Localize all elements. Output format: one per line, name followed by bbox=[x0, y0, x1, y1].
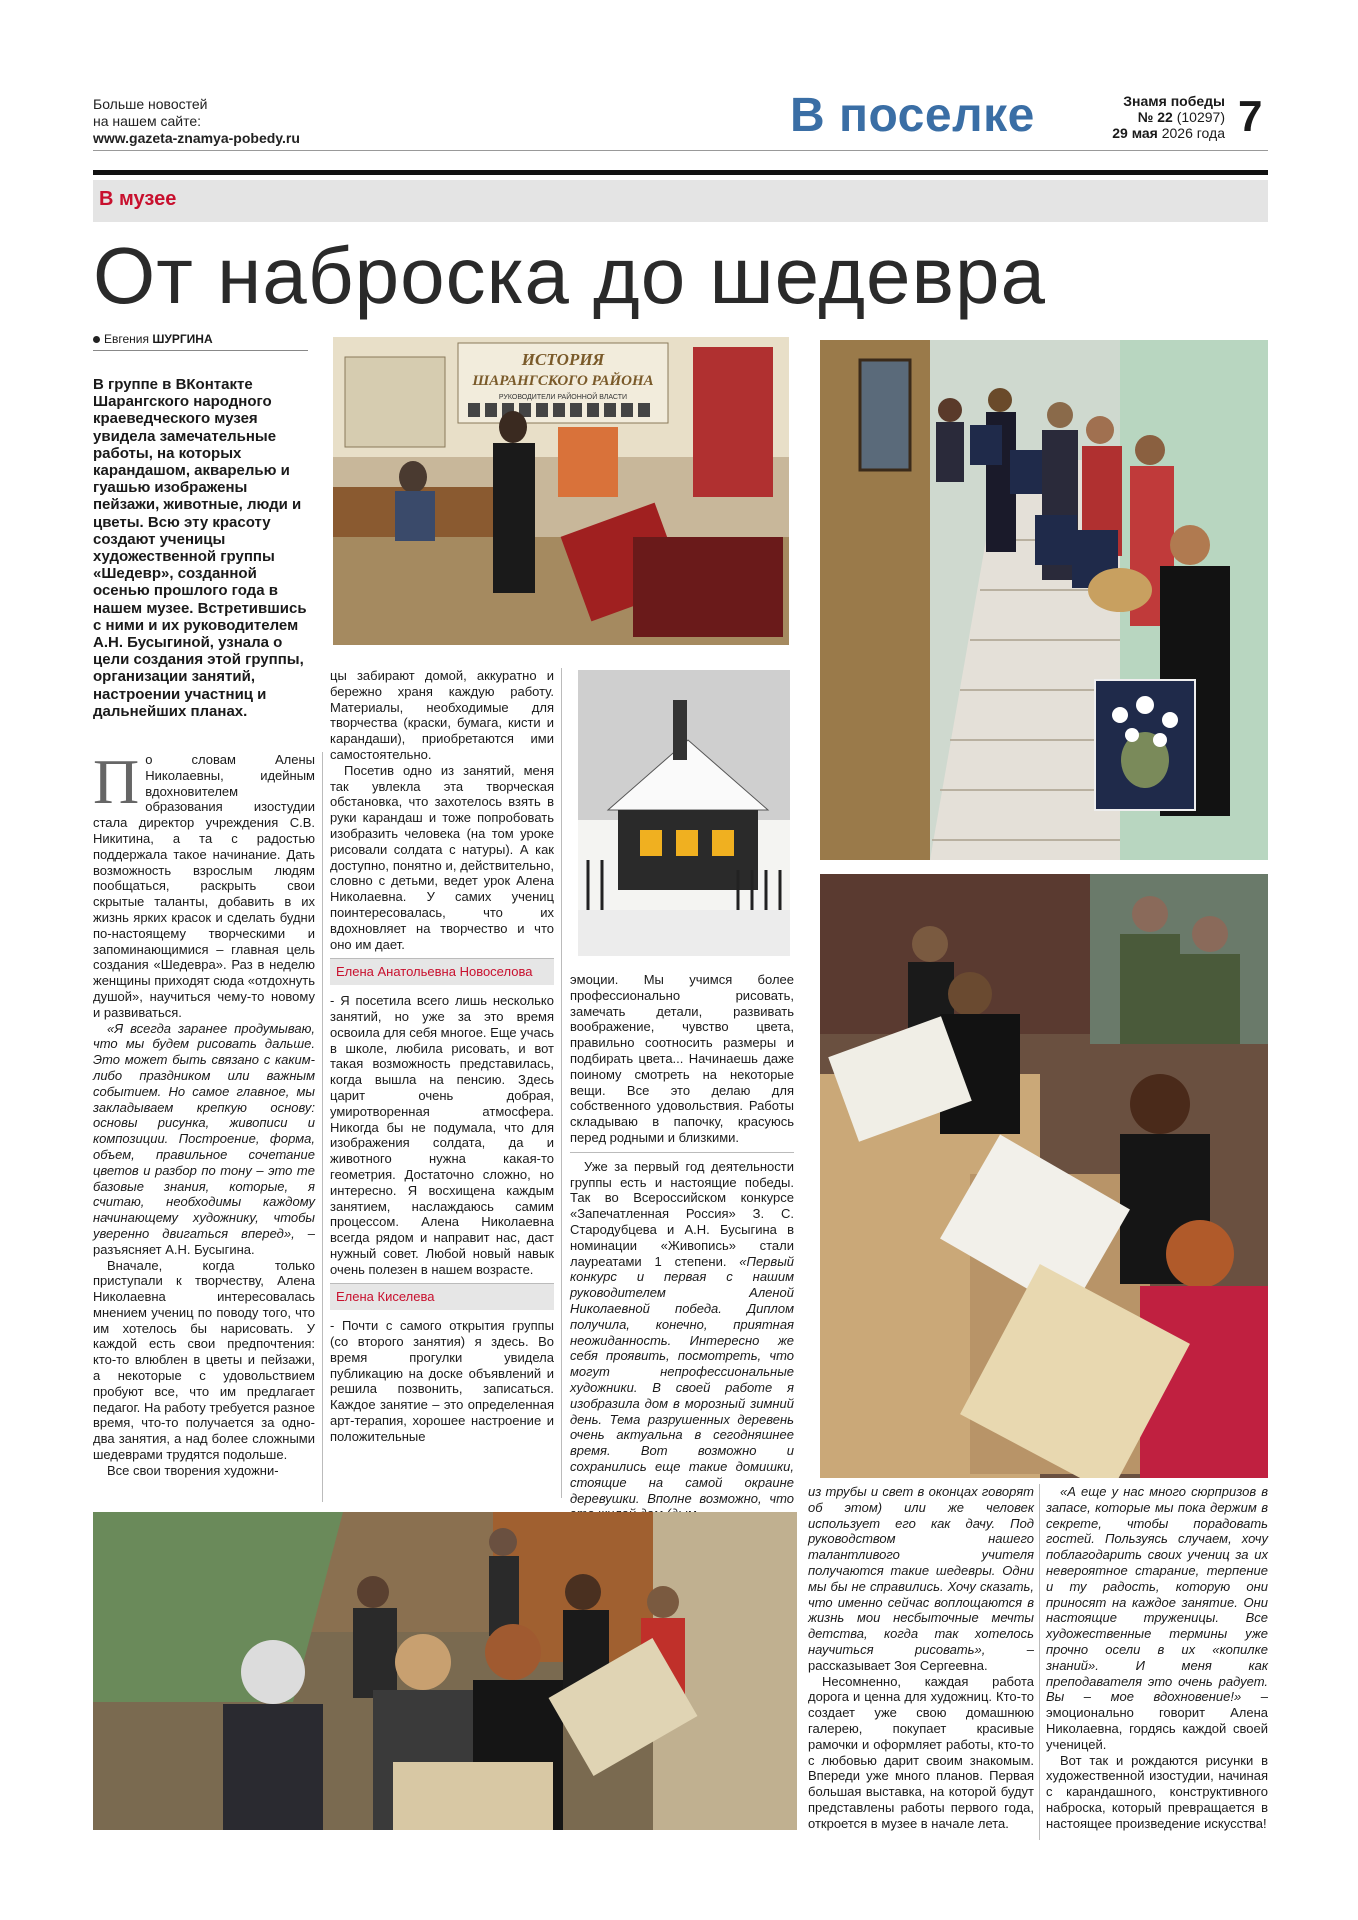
col4-quote-attribution: – рассказывает Зоя Сергеевна. bbox=[808, 1641, 1034, 1673]
interview-text-novoselova: - Я посетила всего лишь несколько занятий, но уже за это время освоила для себя многое. Еще учась в школе, любила рисовать, и вот такая возможность представилась, когда вышла на пенсию. Здесь царит очень добрая, умиротворенная атмосфера. Никогда бы не подумала, что для изображения солдата, да и животного нужна какая-то геометрия. Достаточно сложно, но интересно. Я восхищена каждым занятием, наслаждаюсь самим процессом. Алена Николаевна всегда рядом и направит нас, даст нужный совет. Любой новый навык очень полезен в нашем возрасте. bbox=[330, 993, 554, 1277]
col3-paragraph-2 bbox=[570, 1159, 794, 1522]
column-rule bbox=[561, 668, 562, 1498]
col1-paragraph-3: Вначале, когда только приступали к творчеству, Алена Николаевна интересовалась мнением учениц по поводу того, что им хотелось бы нарисовать. У каждой есть свои предпочтения: кто-то влюблен в цветы и пейзажи, а некоторые с удовольствием пробуют все, что им предлагает педагог. На работу требуется разное время, что-то получается за одно-два занятия, а над более сложными шедеврами трудятся подольше. bbox=[93, 1257, 315, 1463]
paper-name: Знамя победы bbox=[1123, 93, 1225, 109]
col5-paragraph-2: Вот так и рождаются рисунки в художественной изостудии, начиная с карандашного, конструктивного наброска, который превращается в настоящее произведение искусства! bbox=[1046, 1752, 1268, 1831]
issue-info bbox=[1080, 93, 1225, 141]
page-number: 7 bbox=[1238, 92, 1263, 141]
col3-quote: «Первый конкурс и первая с нашим руководителем Аленой Николаевной победа. Диплом получила, конечно, приятная неожиданность. Интересно же себя проявить, посмотреть, что могут непрофессиональные художники. В своей работе я изобразила дом в морозный зимний день. Тема разрушенных деревень очень актуальна в сегодняшнее время. Вот возможно и сохранились еще такие домишки, стоящие на самой окраине деревушки. Вполне возможно, что bbox=[570, 1253, 794, 1506]
column-rule bbox=[322, 752, 323, 1502]
site-url-link[interactable]: www.gazeta-znamya-pobedy.ru bbox=[93, 130, 300, 146]
author-last-name: ШУРГИНА bbox=[152, 332, 213, 346]
article-lead: В группе в ВКонтакте Шарангского народного краеведческого музея увидела замечательные работы, на которых карандашом, акварелью и гуашью изображены пейзажи, животные, люди и цветы. Всю эту красоту создают ученицы художественной группы «Шедевр», созданной осенью прошлого года в нашем музее. Встретившись с ними и их руководителем А.Н. Бусыгиной, узнала о цели создания этой группы, организации занятий, настроении участниц и дальнейших планах. bbox=[93, 376, 307, 720]
col4-paragraph-2: Несомненно, каждая работа дорога и ценна для художниц. Кто-то создает уже свою домашнюю галерею, покупает красивые рамочки и оформляет работы, кто-то с любовью дарит своим знакомым. Впереди уже много планов. Первая большая выставка, на которой будут представлены работы первого года, откроется в музее в начале лета. bbox=[808, 1673, 1034, 1831]
col4-paragraph-1 bbox=[808, 1484, 1034, 1674]
col1-paragraph-4: Все свои творения художни- bbox=[107, 1462, 279, 1478]
col1-paragraph-1 bbox=[93, 746, 315, 1021]
drop-cap: П bbox=[93, 746, 140, 817]
article-headline: От наброска до шедевра bbox=[93, 231, 1047, 320]
sign-leaders-caption: РУКОВОДИТЕЛИ РАЙОННОЙ ВЛАСТИ bbox=[498, 394, 628, 401]
site-promo bbox=[93, 96, 300, 147]
column-3 bbox=[570, 972, 794, 1522]
author-first-name: Евгения bbox=[104, 332, 149, 346]
issue-line bbox=[1080, 109, 1225, 125]
col5-quote: «А еще у нас много сюрпризов в запасе, которые мы пока держим в секрете, чтобы порадовать гостей. Пользуясь случаем, хочу поблагодарить своих учениц за их невероятное старание, терпение и ту радость, которую они приносят на каждое занятие. Они настоящие труженицы. Все художественные термины уже прочно осели в их «копилке знаний». И меня как преподавателя это очень радует. Вы – мое вдохновение!» bbox=[1046, 1484, 1268, 1705]
site-promo-line1: Больше новостей bbox=[93, 96, 208, 112]
rubric-bar bbox=[93, 180, 1268, 222]
col3-paragraph-1: эмоции. Мы учимся более профессионально рисовать, замечать детали, развивать воображение, чувство цвета, правильно соотносить размеры и подбирать цвета... Начинаешь даже поиному смотреть на некоторые вещи. Все это делаю для собственного удовольствия. Работы складываю в папочку, красуюсь перед родными и близкими. bbox=[570, 972, 794, 1145]
header-rule bbox=[93, 170, 1268, 175]
col1-paragraph-2 bbox=[93, 1021, 315, 1258]
col1-quote-attribution: – разъясняет А.Н. Бусыгина. bbox=[93, 1225, 315, 1257]
bullet-icon bbox=[93, 336, 100, 343]
site-promo-line2: на нашем сайте: bbox=[93, 113, 201, 129]
issue-prefix: № 22 bbox=[1137, 109, 1173, 125]
photo-group-drawing-wide bbox=[93, 1512, 797, 1830]
col1-quote: «Я всегда заранее продумываю, что мы будем рисовать дальше. Это может быть связано с каким-либо праздником или важным событием. Но самое главное, мы закладываем крепкую основу: основы рисунка, живописи и композиции. Построение, форма, объем, правильное сочетание цветов и разбор по тону – это те базовые знания, которые, я считаю, необходимы каждому начинающему художнику, чтобы уверенно двигаться вперед», bbox=[93, 1020, 315, 1241]
col5-paragraph-1 bbox=[1046, 1484, 1268, 1753]
issue-date bbox=[1080, 125, 1225, 141]
col1-p1-text: о словам Алены Николаевны, идейным вдохновителем образования изостудии стала директор учреждения С.В. Никитина, а та с радостью поддержала такое начинание. Дать возможность взрослым людям пообщаться, раскрыть свои скрытые таланты, добавить в их жизнь ярких красок и сделать будни по-настоящему творческими и запоминающимися – главная цель создания «Шедевра». Раз в неделю женщины приходят сюда «отдохнуть душой», научиться чему-то новому и развиваться. bbox=[93, 752, 315, 1020]
sign-district-title: ШАРАНГСКОГО РАЙОНА bbox=[472, 373, 654, 389]
interview-name-novoselova: Елена Анатольевна Новоселова bbox=[330, 958, 554, 985]
col2-paragraph-1: цы забирают домой, аккуратно и бережно храня каждую работу. Материалы, необходимые для творчества (краски, бумага, кисти и карандаши), приобретаются ими самостоятельно. bbox=[330, 668, 554, 762]
column-5 bbox=[1046, 1484, 1268, 1832]
header-divider bbox=[93, 150, 1268, 151]
photo-stairs-group bbox=[820, 340, 1268, 860]
col3-p2-text: Уже за первый год деятельности группы есть и настоящие победы. Так во Всероссийском конкурсе «Запечатленная Россия» З. С. Стародубцева и А.Н. Бусыгина в номинации «Живопись» стали лауреатами 1 степени. bbox=[570, 1158, 794, 1269]
column-2 bbox=[330, 668, 554, 1445]
issue-date-day: 29 мая bbox=[1112, 125, 1158, 141]
sign-history-title: ИСТОРИЯ bbox=[521, 350, 605, 369]
rubric-label: В музее bbox=[99, 188, 177, 210]
section-title: В поселке bbox=[790, 89, 1035, 142]
photo-museum-classroom bbox=[333, 337, 789, 645]
col4-quote: из трубы и свет в оконцах говорят об этом) или же человек использует его как дачу. Под руководством нашего талантливого учителя получаются такие шедевры. Одни мы бы не справились. Хочу сказать, что именно сейчас воплощаются в жизнь мои несбыточные мечты детства, когда так хотелось научиться рисовать», bbox=[808, 1484, 1034, 1657]
column-rule bbox=[1039, 1484, 1040, 1840]
col2-paragraph-2: Посетив одно из занятий, меня так увлекла эта творческая обстановка, что захотелось взять в руки карандаш и тоже попробовать изобразить человека (на том уроке рисовали солдата с натуры). А как доступно, понятно и, действительно, словно с детьми, ведет урок Алена Николаевна. У самих учениц поинтересовалась, что их вдохновляет на творчество и что оно им дает. bbox=[330, 762, 554, 952]
column-1 bbox=[93, 746, 315, 1479]
photo-drawing-lesson bbox=[820, 874, 1268, 1478]
col5-quote-attribution: – эмоционально говорит Алена Николаевна, гордясь каждой своей ученицей. bbox=[1046, 1689, 1269, 1752]
interview-name-kiseleva: Елена Киселева bbox=[330, 1283, 554, 1310]
byline bbox=[93, 332, 308, 351]
issue-number: (10297) bbox=[1176, 109, 1225, 125]
column-divider bbox=[570, 1152, 794, 1153]
interview-text-kiseleva: - Почти с самого открытия группы (со второго занятия) я здесь. Во время прогулки увидела публикацию на доске объявлений и решила позвонить, записаться. Каждое занятие – это определенная арт-терапия, хорошее настроение и положительные bbox=[330, 1318, 554, 1444]
column-4 bbox=[808, 1484, 1034, 1832]
photo-winter-house-painting bbox=[578, 670, 790, 956]
issue-date-year: 2026 года bbox=[1161, 125, 1225, 141]
